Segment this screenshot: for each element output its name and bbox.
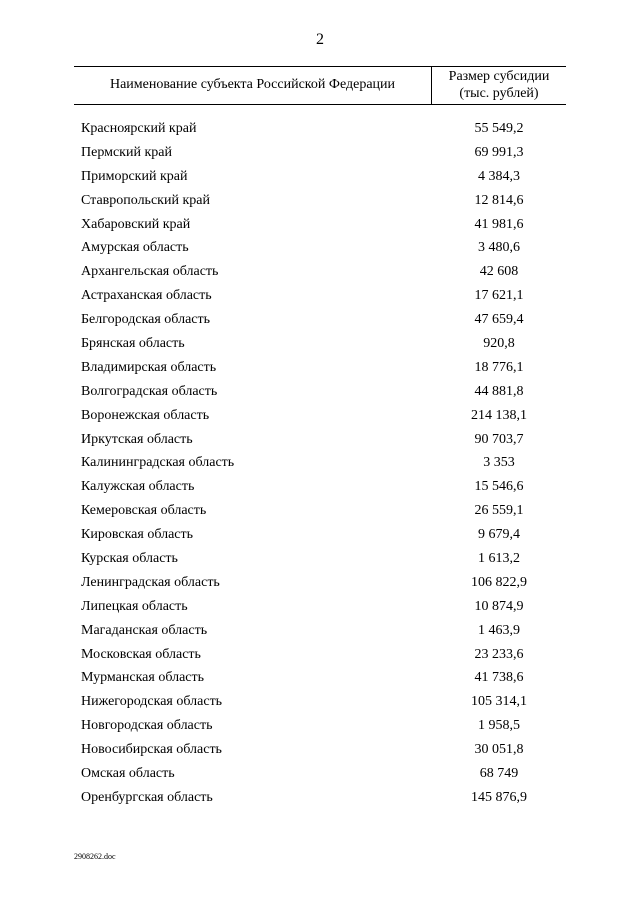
- table-row: [0, 214, 640, 238]
- region-name: Волгоградская область: [81, 383, 218, 399]
- table-row: [0, 357, 640, 381]
- table-row: [0, 524, 640, 548]
- table-header-top-rule: [74, 66, 566, 67]
- region-name: Оренбургская область: [81, 789, 213, 805]
- subsidy-amount: 3 480,6: [478, 240, 520, 256]
- region-name: Кемеровская область: [81, 503, 207, 519]
- subsidy-amount: 44 881,8: [474, 383, 524, 399]
- table-row: [0, 548, 640, 572]
- region-name: Калининградская область: [81, 455, 235, 471]
- table-header-bottom-rule: [74, 104, 566, 105]
- table-row: [0, 190, 640, 214]
- table-row: [0, 166, 640, 190]
- region-name: Ленинградская область: [81, 574, 220, 590]
- region-name: Московская область: [81, 646, 201, 662]
- subsidy-amount: 920,8: [483, 336, 515, 352]
- subsidy-amount: 10 874,9: [474, 598, 524, 614]
- table-row: [0, 452, 640, 476]
- region-name: Иркутская область: [81, 431, 193, 447]
- subsidy-amount: 106 822,9: [471, 574, 527, 590]
- table-row: [0, 596, 640, 620]
- subsidy-amount: 41 981,6: [474, 216, 524, 232]
- subsidy-amount: 26 559,1: [474, 503, 524, 519]
- subsidy-amount: 3 353: [483, 455, 515, 471]
- table-row: [0, 405, 640, 429]
- region-name: Омская область: [81, 766, 175, 782]
- region-name: Владимирская область: [81, 359, 217, 375]
- subsidy-amount: 1 958,5: [478, 718, 520, 734]
- column-header-amount-line2: (тыс. рублей): [459, 86, 539, 101]
- region-name: Мурманская область: [81, 670, 205, 686]
- subsidy-amount: 12 814,6: [474, 192, 524, 208]
- region-name: Приморский край: [81, 168, 188, 184]
- subsidy-amount: 41 738,6: [474, 670, 524, 686]
- column-header-subsidy-amount: [432, 68, 566, 102]
- table-row: [0, 285, 640, 309]
- subsidy-amount: 55 549,2: [474, 121, 524, 136]
- table-row: [0, 261, 640, 285]
- table-row: [0, 739, 640, 763]
- region-name: Пермский край: [81, 144, 172, 160]
- subsidy-amount: 47 659,4: [474, 312, 524, 328]
- region-name: Хабаровский край: [81, 216, 191, 232]
- subsidy-amount: 17 621,1: [474, 288, 524, 304]
- region-name: Новгородская область: [81, 718, 213, 734]
- subsidy-table-body: [0, 118, 640, 811]
- subsidy-amount: 4 384,3: [478, 168, 520, 184]
- table-row: [0, 333, 640, 357]
- subsidy-amount: 145 876,9: [471, 789, 527, 805]
- table-row: [0, 429, 640, 453]
- table-row: [0, 715, 640, 739]
- table-row: [0, 381, 640, 405]
- table-row: [0, 667, 640, 691]
- region-name: Красноярский край: [81, 121, 197, 136]
- table-row: [0, 309, 640, 333]
- table-row: [0, 572, 640, 596]
- region-name: Брянская область: [81, 336, 185, 352]
- subsidy-amount: 9 679,4: [478, 527, 520, 543]
- table-row: [0, 476, 640, 500]
- region-name: Воронежская область: [81, 407, 210, 423]
- table-row: [0, 620, 640, 644]
- subsidy-amount: 68 749: [479, 766, 519, 782]
- table-row: [0, 500, 640, 524]
- subsidy-amount: 18 776,1: [474, 359, 524, 375]
- region-name: Астраханская область: [81, 288, 212, 304]
- subsidy-amount: 1 463,9: [478, 622, 520, 638]
- region-name: Архангельская область: [81, 264, 219, 280]
- region-name: Нижегородская область: [81, 694, 223, 710]
- subsidy-amount: 105 314,1: [471, 694, 527, 710]
- table-row: [0, 787, 640, 811]
- subsidy-amount: 42 608: [479, 264, 519, 280]
- subsidy-amount: 30 051,8: [474, 742, 524, 758]
- region-name: Белгородская область: [81, 312, 211, 328]
- column-header-region-name: Наименование субъекта Российской Федерации: [109, 77, 396, 92]
- subsidy-amount: 90 703,7: [474, 431, 524, 447]
- table-row: [0, 691, 640, 715]
- subsidy-amount: 69 991,3: [474, 144, 524, 160]
- table-row: [0, 142, 640, 166]
- column-header-amount-line1: Размер субсидии: [448, 69, 550, 84]
- region-name: Кировская область: [81, 527, 194, 543]
- region-name: Амурская область: [81, 240, 189, 256]
- table-row: [0, 763, 640, 787]
- region-name: Калужская область: [81, 479, 195, 495]
- region-name: Магаданская область: [81, 622, 208, 638]
- region-name: Новосибирская область: [81, 742, 222, 758]
- region-name: Ставропольский край: [81, 192, 210, 208]
- subsidy-amount: 23 233,6: [474, 646, 524, 662]
- page-number: 2: [316, 31, 324, 48]
- region-name: Курская область: [81, 551, 178, 567]
- table-row: [0, 237, 640, 261]
- table-row: [0, 644, 640, 668]
- document-file-name: 2908262.doc: [74, 852, 116, 861]
- table-row: [0, 118, 640, 142]
- subsidy-amount: 1 613,2: [478, 551, 520, 567]
- subsidy-amount: 15 546,6: [474, 479, 524, 495]
- region-name: Липецкая область: [81, 598, 188, 614]
- subsidy-amount: 214 138,1: [471, 407, 527, 423]
